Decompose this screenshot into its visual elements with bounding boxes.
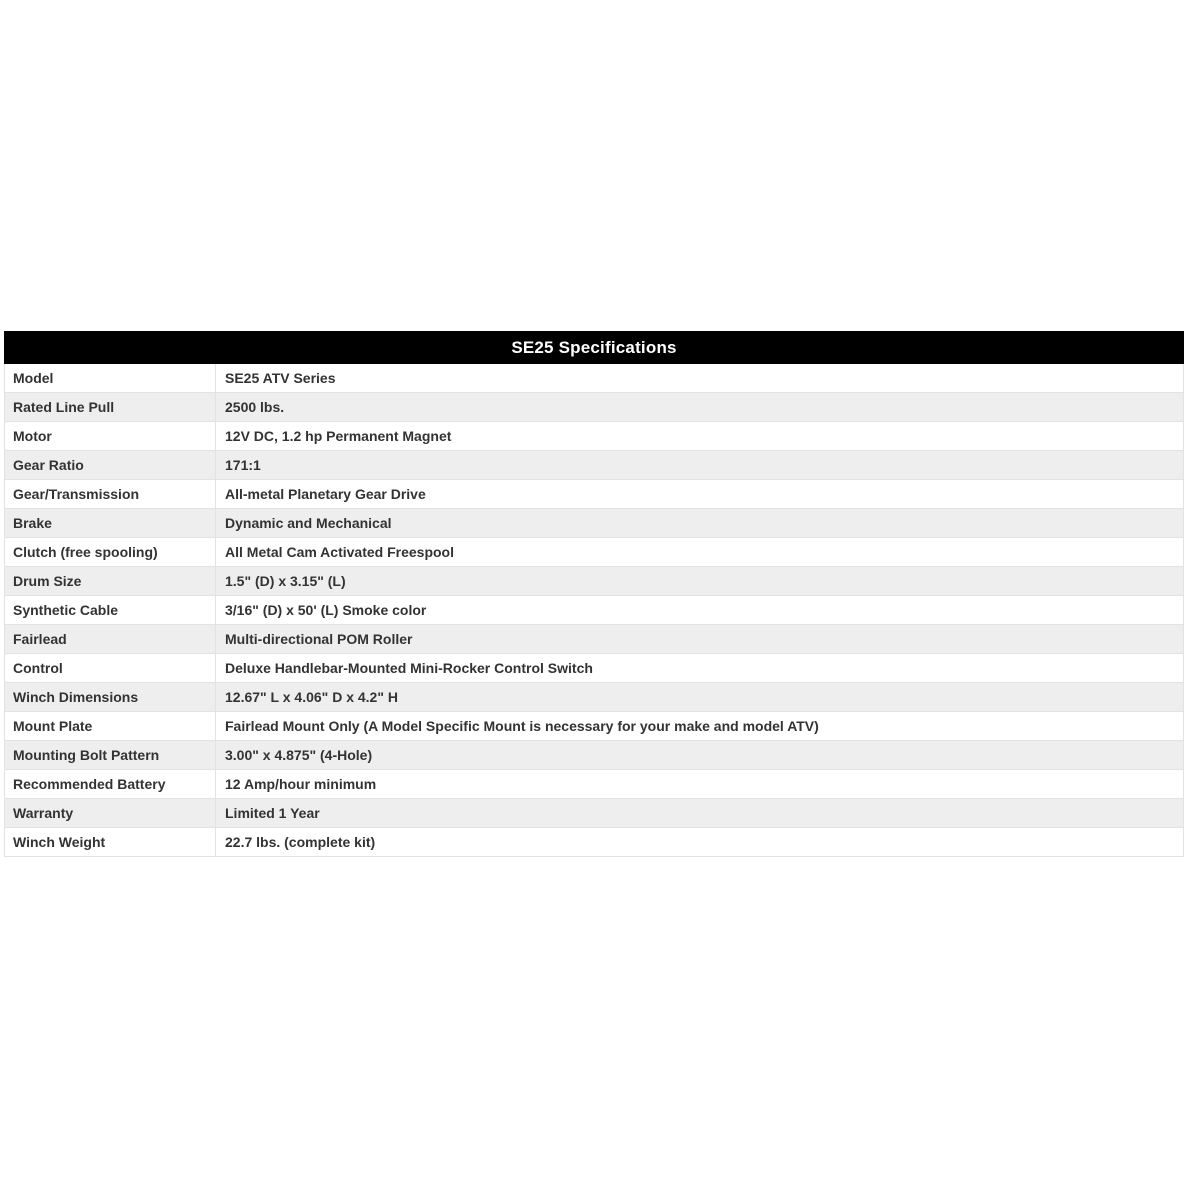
table-title: SE25 Specifications (4, 331, 1184, 364)
spec-label: Synthetic Cable (5, 596, 216, 624)
spec-value: Limited 1 Year (225, 805, 320, 821)
table-row (4, 741, 1184, 770)
spec-label: Motor (5, 422, 216, 450)
spec-value: All-metal Planetary Gear Drive (225, 486, 426, 502)
table-row (4, 480, 1184, 509)
spec-rows-container (4, 364, 1184, 857)
spec-value: 1.5" (D) x 3.15" (L) (225, 573, 346, 589)
table-row (4, 422, 1184, 451)
spec-value: 3.00" x 4.875" (4-Hole) (225, 747, 373, 763)
spec-label: Model (5, 364, 216, 392)
spec-label: Rated Line Pull (5, 393, 216, 421)
spec-label: Mounting Bolt Pattern (5, 741, 216, 769)
spec-value: SE25 ATV Series (225, 370, 336, 386)
spec-value: Multi-directional POM Roller (225, 631, 413, 647)
spec-value: Fairlead Mount Only (A Model Specific Mount is necessary for your make and model ATV) (225, 718, 819, 734)
table-row (4, 712, 1184, 741)
table-row (4, 509, 1184, 538)
spec-label: Brake (5, 509, 216, 537)
spec-label: Drum Size (5, 567, 216, 595)
spec-value: 3/16" (D) x 50' (L) Smoke color (225, 602, 427, 618)
spec-label: Control (5, 654, 216, 682)
spec-value: Deluxe Handlebar-Mounted Mini-Rocker Control Switch (225, 660, 593, 676)
spec-value: Dynamic and Mechanical (225, 515, 392, 531)
spec-value: 171:1 (225, 457, 261, 473)
table-row (4, 625, 1184, 654)
specifications-table (4, 331, 1184, 857)
table-row (4, 799, 1184, 828)
spec-label: Mount Plate (5, 712, 216, 740)
table-row (4, 770, 1184, 799)
spec-label: Gear Ratio (5, 451, 216, 479)
table-row (4, 393, 1184, 422)
table-row (4, 451, 1184, 480)
spec-value: 22.7 lbs. (complete kit) (225, 834, 376, 850)
spec-value: 12.67" L x 4.06" D x 4.2" H (225, 689, 398, 705)
table-row (4, 538, 1184, 567)
spec-label: Winch Weight (5, 828, 216, 856)
spec-label: Recommended Battery (5, 770, 216, 798)
spec-label: Warranty (5, 799, 216, 827)
spec-label: Clutch (free spooling) (5, 538, 216, 566)
spec-value: 2500 lbs. (225, 399, 285, 415)
table-row (4, 567, 1184, 596)
spec-value: 12V DC, 1.2 hp Permanent Magnet (225, 428, 452, 444)
table-row (4, 683, 1184, 712)
table-row (4, 596, 1184, 625)
spec-value: 12 Amp/hour minimum (225, 776, 377, 792)
table-row (4, 364, 1184, 393)
spec-label: Fairlead (5, 625, 216, 653)
table-row (4, 828, 1184, 857)
spec-label: Winch Dimensions (5, 683, 216, 711)
spec-label: Gear/Transmission (5, 480, 216, 508)
spec-value: All Metal Cam Activated Freespool (225, 544, 454, 560)
table-row (4, 654, 1184, 683)
